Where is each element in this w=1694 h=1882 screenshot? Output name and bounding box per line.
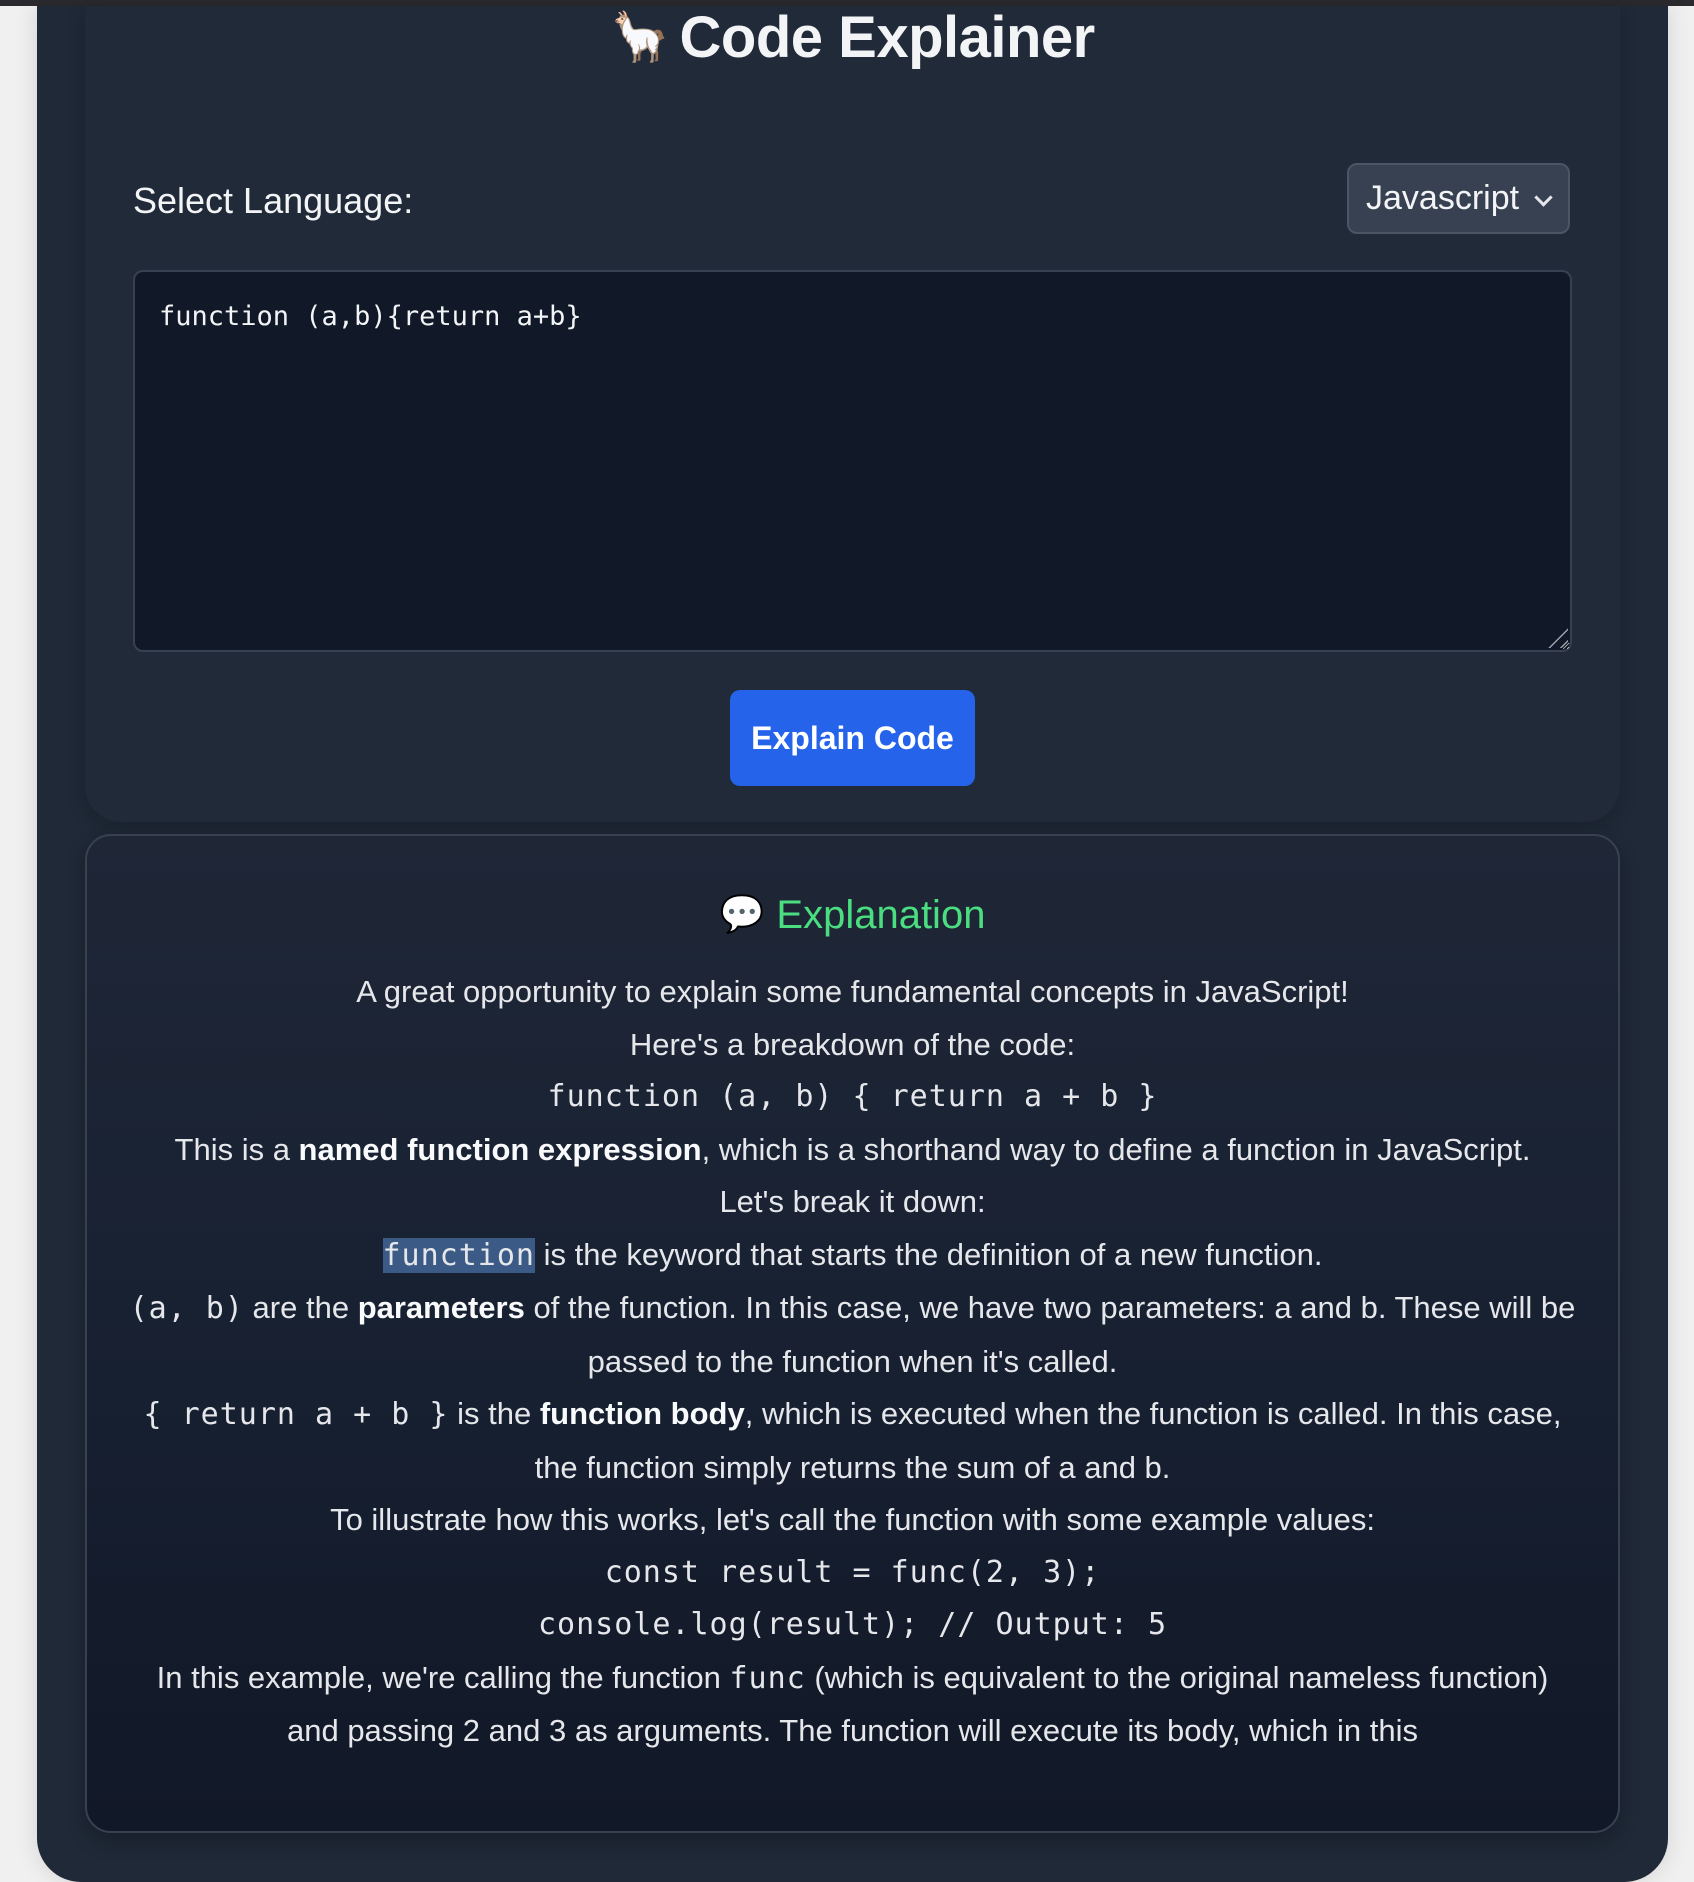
page-title-text: Code Explainer	[679, 5, 1095, 70]
text: of the function. In this case, we have two parameters: a and b. These will be passed to the function when it's called.	[524, 1290, 1576, 1379]
explanation-line	[127, 1652, 1578, 1758]
code-snippet: function (a, b) { return a + b }	[547, 1079, 1158, 1114]
code-snippet: const result = func(2, 3);	[604, 1554, 1101, 1590]
text: are the	[243, 1290, 358, 1325]
app-card	[37, 6, 1668, 1882]
bold-term: parameters	[357, 1290, 525, 1325]
code-input[interactable]	[133, 270, 1572, 652]
explanation-line	[127, 1282, 1578, 1388]
explanation-heading-text: Explanation	[776, 893, 986, 937]
text: , which is executed when the function is called. In this case, the function simply returns the sum of a and b.	[534, 1396, 1562, 1485]
explanation-line	[127, 1229, 1578, 1283]
explanation-line: Let's break it down:	[719, 1184, 986, 1219]
explanation-line: To illustrate how this works, let's call the function with some example values:	[330, 1502, 1375, 1537]
inline-code: func	[729, 1660, 806, 1696]
language-select-value: Javascript	[1366, 179, 1520, 217]
text: This is a	[174, 1131, 299, 1167]
language-label: Select Language:	[133, 180, 414, 221]
bold-term: named function expression	[298, 1131, 702, 1167]
text: is the keyword that starts the definition of a new function.	[535, 1236, 1323, 1272]
text: (which is equivalent to the original nameless function) and passing 2 and 3 as arguments. The function will execute its body, which in this	[286, 1659, 1549, 1748]
explain-code-button[interactable]: Explain Code	[730, 690, 975, 786]
explanation-line	[127, 1388, 1578, 1494]
inline-code: { return a + b }	[143, 1397, 449, 1432]
explanation-body	[127, 966, 1578, 1758]
explanation-line: Here's a breakdown of the code:	[629, 1026, 1076, 1062]
text: is the	[448, 1396, 540, 1431]
explanation-line: A great opportunity to explain some fundamental concepts in JavaScript!	[356, 974, 1349, 1009]
text: , which is a shorthand way to define a function in JavaScript.	[701, 1131, 1531, 1167]
inline-code-selected: function	[382, 1237, 535, 1273]
language-select[interactable]	[1347, 163, 1570, 234]
llama-icon: 🦙	[610, 11, 670, 64]
code-snippet: console.log(result); // Output: 5	[537, 1607, 1168, 1642]
text: In this example, we're calling the function	[156, 1659, 730, 1695]
speech-bubble-icon: 💬	[719, 893, 765, 934]
explanation-heading	[87, 890, 1618, 939]
explanation-line	[127, 1124, 1578, 1177]
page-title	[37, 6, 1668, 70]
inline-code: (a, b)	[129, 1291, 244, 1326]
bold-term: function body	[539, 1396, 745, 1431]
explanation-panel	[85, 834, 1620, 1833]
chevron-down-icon	[1534, 188, 1552, 206]
